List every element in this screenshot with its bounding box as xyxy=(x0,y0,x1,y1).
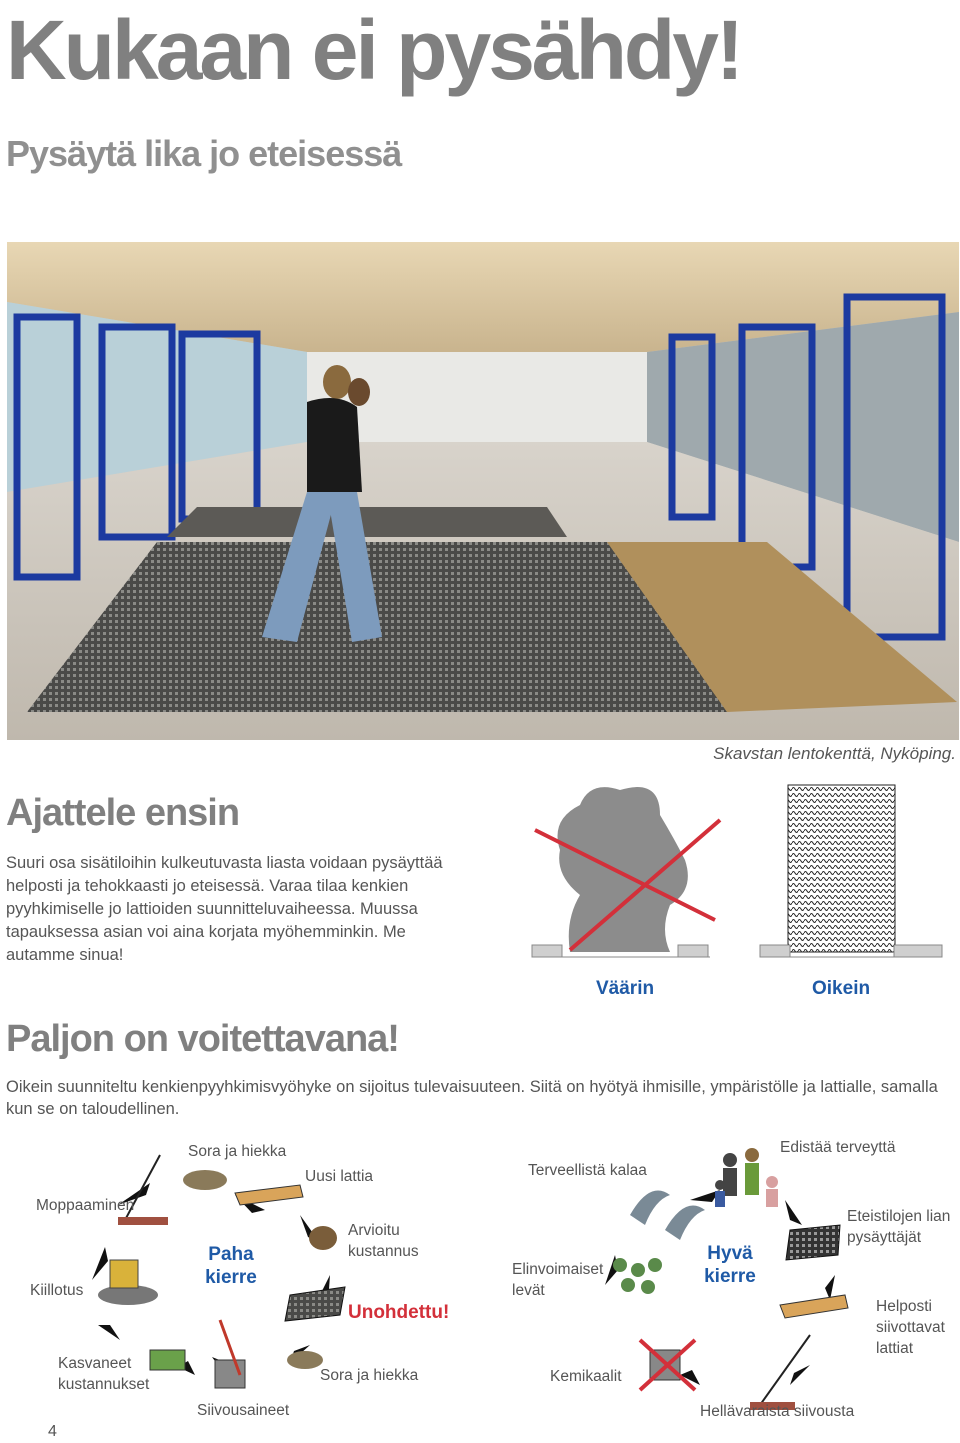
bad-polishing: Kiillotus xyxy=(30,1282,84,1299)
bad-cycle-diagram xyxy=(0,1135,480,1425)
good-gentle: Hellävaraista siivousta xyxy=(700,1403,855,1420)
good-fish: Terveellistä kalaa xyxy=(528,1162,647,1179)
page-number: 4 xyxy=(48,1423,57,1440)
good-easy-1: Helposti xyxy=(876,1298,932,1315)
section-body-much-to-gain: Oikein suunniteltu kenkienpyyhkimisvyöhyke on sijoitus tulevaisuuteen. Siitä on hyötyä ihmisille, ympäristölle ja lattialle, samalla kun se on taloudellinen. xyxy=(6,1078,938,1118)
good-cycle-center-1: Hyvä xyxy=(707,1243,753,1264)
bad-sand-bottom: Sora ja hiekka xyxy=(320,1367,419,1384)
page-subtitle: Pysäytä lika jo eteisessä xyxy=(6,133,402,174)
page-title: Kukaan ei pysähdy! xyxy=(6,3,741,97)
bad-detergents: Siivousaineet xyxy=(197,1402,290,1419)
good-algae-2: levät xyxy=(512,1282,545,1299)
section-heading-much-to-gain: Paljon on voitettavana! xyxy=(6,1018,399,1060)
bad-estimated-1: Arvioitu xyxy=(348,1222,400,1239)
wrong-label: Väärin xyxy=(596,978,655,999)
bad-new-floor: Uusi lattia xyxy=(305,1168,374,1185)
bad-estimated-2: kustannus xyxy=(348,1243,419,1260)
section-body-think-first: Suuri osa sisätiloihin kulkeutuvasta liasta voidaan pysäyttää helposti ja tehokkaasti jo eteisessä. Varaa tilaa kenkien pyyhkimiselle jo lattioiden suunnitteluvaiheessa. Muussa tapauksessa asian voi aina korjata myöhemminkin. Me autamme sinua! xyxy=(6,854,443,964)
bad-costs-2: kustannukset xyxy=(58,1376,150,1393)
good-cycle-diagram xyxy=(490,1130,960,1425)
good-easy-3: lattiat xyxy=(876,1340,914,1357)
bad-cycle-center-1: Paha xyxy=(208,1244,254,1265)
good-cycle-center-2: kierre xyxy=(704,1266,756,1287)
bad-sand-top: Sora ja hiekka xyxy=(188,1143,287,1160)
entrance-photo xyxy=(7,242,959,740)
bad-cycle-center-2: kierre xyxy=(205,1267,257,1288)
bad-costs-1: Kasvaneet xyxy=(58,1355,132,1372)
right-example-illustration xyxy=(760,785,942,957)
good-algae-1: Elinvoimaiset xyxy=(512,1261,604,1278)
good-chemicals: Kemikaalit xyxy=(550,1368,622,1385)
bad-mopping: Moppaaminen xyxy=(36,1197,135,1214)
bad-forgotten: Unohdettu! xyxy=(348,1302,450,1323)
comparison-diagram xyxy=(510,780,950,1020)
good-mats-2: pysäyttäjät xyxy=(847,1229,922,1246)
wrong-example-illustration xyxy=(532,787,720,957)
good-health: Edistää terveyttä xyxy=(780,1139,896,1156)
good-easy-2: siivottavat xyxy=(876,1319,945,1336)
section-heading-think-first: Ajattele ensin xyxy=(6,792,240,834)
photo-caption: Skavstan lentokenttä, Nyköping. xyxy=(713,744,956,763)
right-label: Oikein xyxy=(812,978,871,999)
good-mats-1: Eteistilojen lian xyxy=(847,1208,951,1225)
